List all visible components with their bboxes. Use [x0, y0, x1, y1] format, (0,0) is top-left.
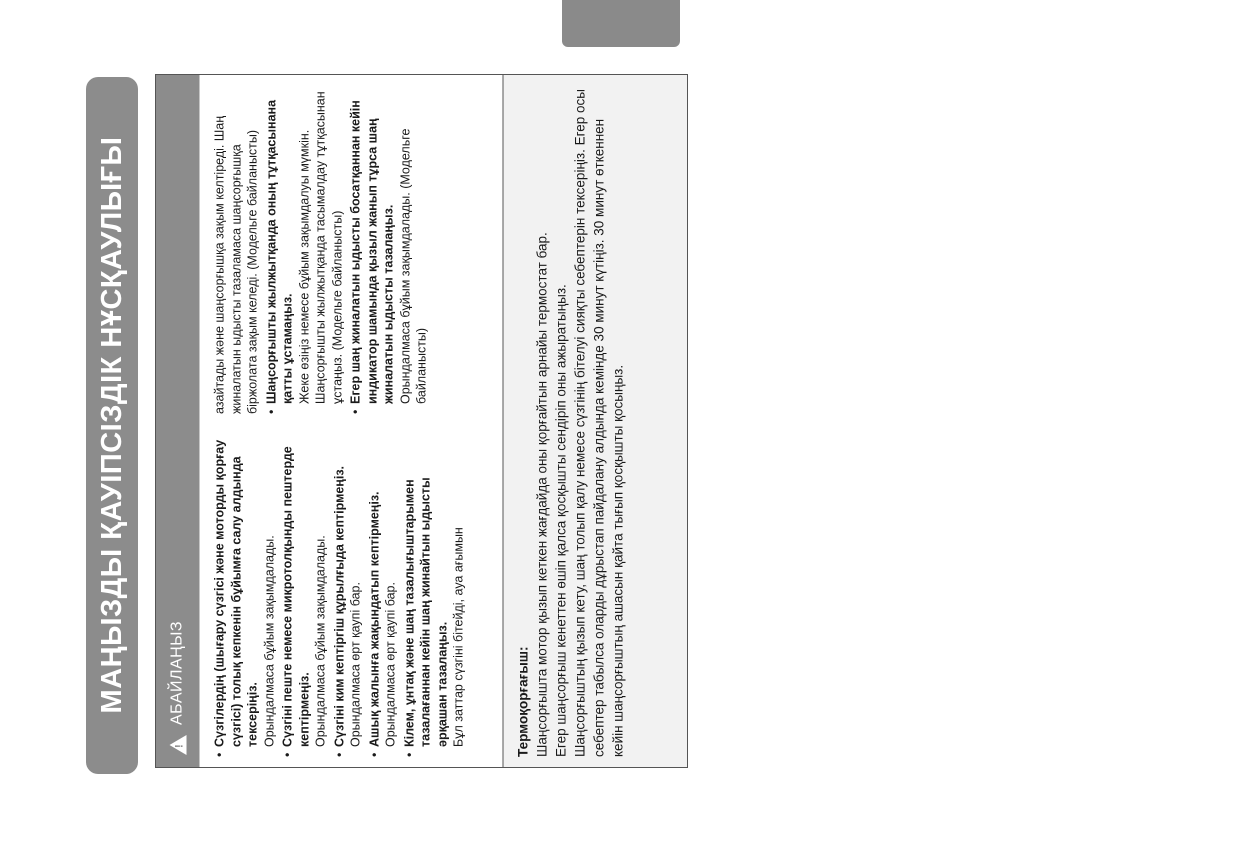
thermo-section [504, 75, 689, 768]
warning-item: • Сүзгілердің (шығару сүзгісі және моторды қорғау сүзгісі) толық кепкенін бұйымға салу алдында тексеріңіз. Орындалмаса бұйым зақымдалады. [212, 439, 276, 757]
warning-item: • Сүзгіні пеште немесе микротолқынды пештерде кептірмеңіз. Орындалмаса бұйым зақымдалады. [280, 446, 328, 757]
warning-item: • Егер шаң жиналатын ыдысты босатқаннан кейін индикатор шамында қызыл жанып тұрса шаң жиналатын ыдысты тазалаңыз. Орындалмаса бұйым зақымдалады. (Модельге байланысты) [348, 100, 429, 414]
page-corner-tab [562, 0, 680, 47]
warning-columns [200, 75, 504, 768]
page-title: МАҢЫЗДЫ ҚАУІПСІЗДІК НҰСҚАУЛЫҒЫ [95, 136, 128, 714]
warning-panel [155, 74, 688, 768]
warning-column-right [212, 85, 493, 422]
warning-heading: АБАЙЛАҢЫЗ [168, 620, 186, 725]
title-bar [86, 77, 138, 774]
warning-icon: ! [169, 735, 186, 755]
warning-column-left [212, 422, 493, 757]
warning-panel-content [156, 75, 689, 768]
thermo-title: Термоқорғағыш: [515, 646, 531, 757]
thermo-line: Шаңсорғыштың қызып кету, шаң толып қалу немесе сүзгінің бітелуі сияқты себептерін тексеріңіз. Егер осы себептер табылса оларды дұрыстап пайдалану алдында кемінде 30 минут күтіңіз. 30 минут өткеннен кейін шаңсорғыштың ашасын қайта тығып қосқышты қосыңыз. [572, 89, 626, 757]
warning-continuation: азайтады және шаңсорғышқа зақым келтіреді. Шаң жиналатын ыдысты тазаламаса шаңсорғышқа біржолата зақым келеді. (Модельге байланысты) [212, 115, 260, 414]
warning-item: • Ашық жалынға жақындатып кептірмеңіз. Орындалмаса өрт қаупі бар. [367, 491, 398, 757]
warning-item: • Шаңсорғышты жылжытқанда оның тұтқасынана қатты ұстамаңыз. Жеке өзіңіз немесе бұйым зақымдалуы мүмкін. Шаңсорғышты жылжытқанда тасымалдау тұтқасынан ұстаңыз. (Модельге байланысты) [264, 91, 344, 414]
warning-item: • Кілем, ұнтақ және шаң тазалығыштарымен тазалағаннан кейін шаң жинайтын ыдысты әрқашан тазалаңыз. Бұл заттар сүзгіні бітейді, ауа ағымын [402, 477, 466, 757]
warning-header [156, 75, 200, 768]
thermo-line: Егер шаңсорғыш кенеттен өшіп қалса қосқышты сендіріп оны ажыратыңыз. [553, 284, 569, 757]
thermo-line: Шаңсорғышта мотор қызып кеткен жағдайда оны қорғайтын арнайы термостат бар. [534, 232, 550, 757]
warning-item: • Сүзгіні ким кептіргіш құрылғыда кептірмеңіз. Орындалмаса өрт қаупі бар. [332, 465, 363, 757]
